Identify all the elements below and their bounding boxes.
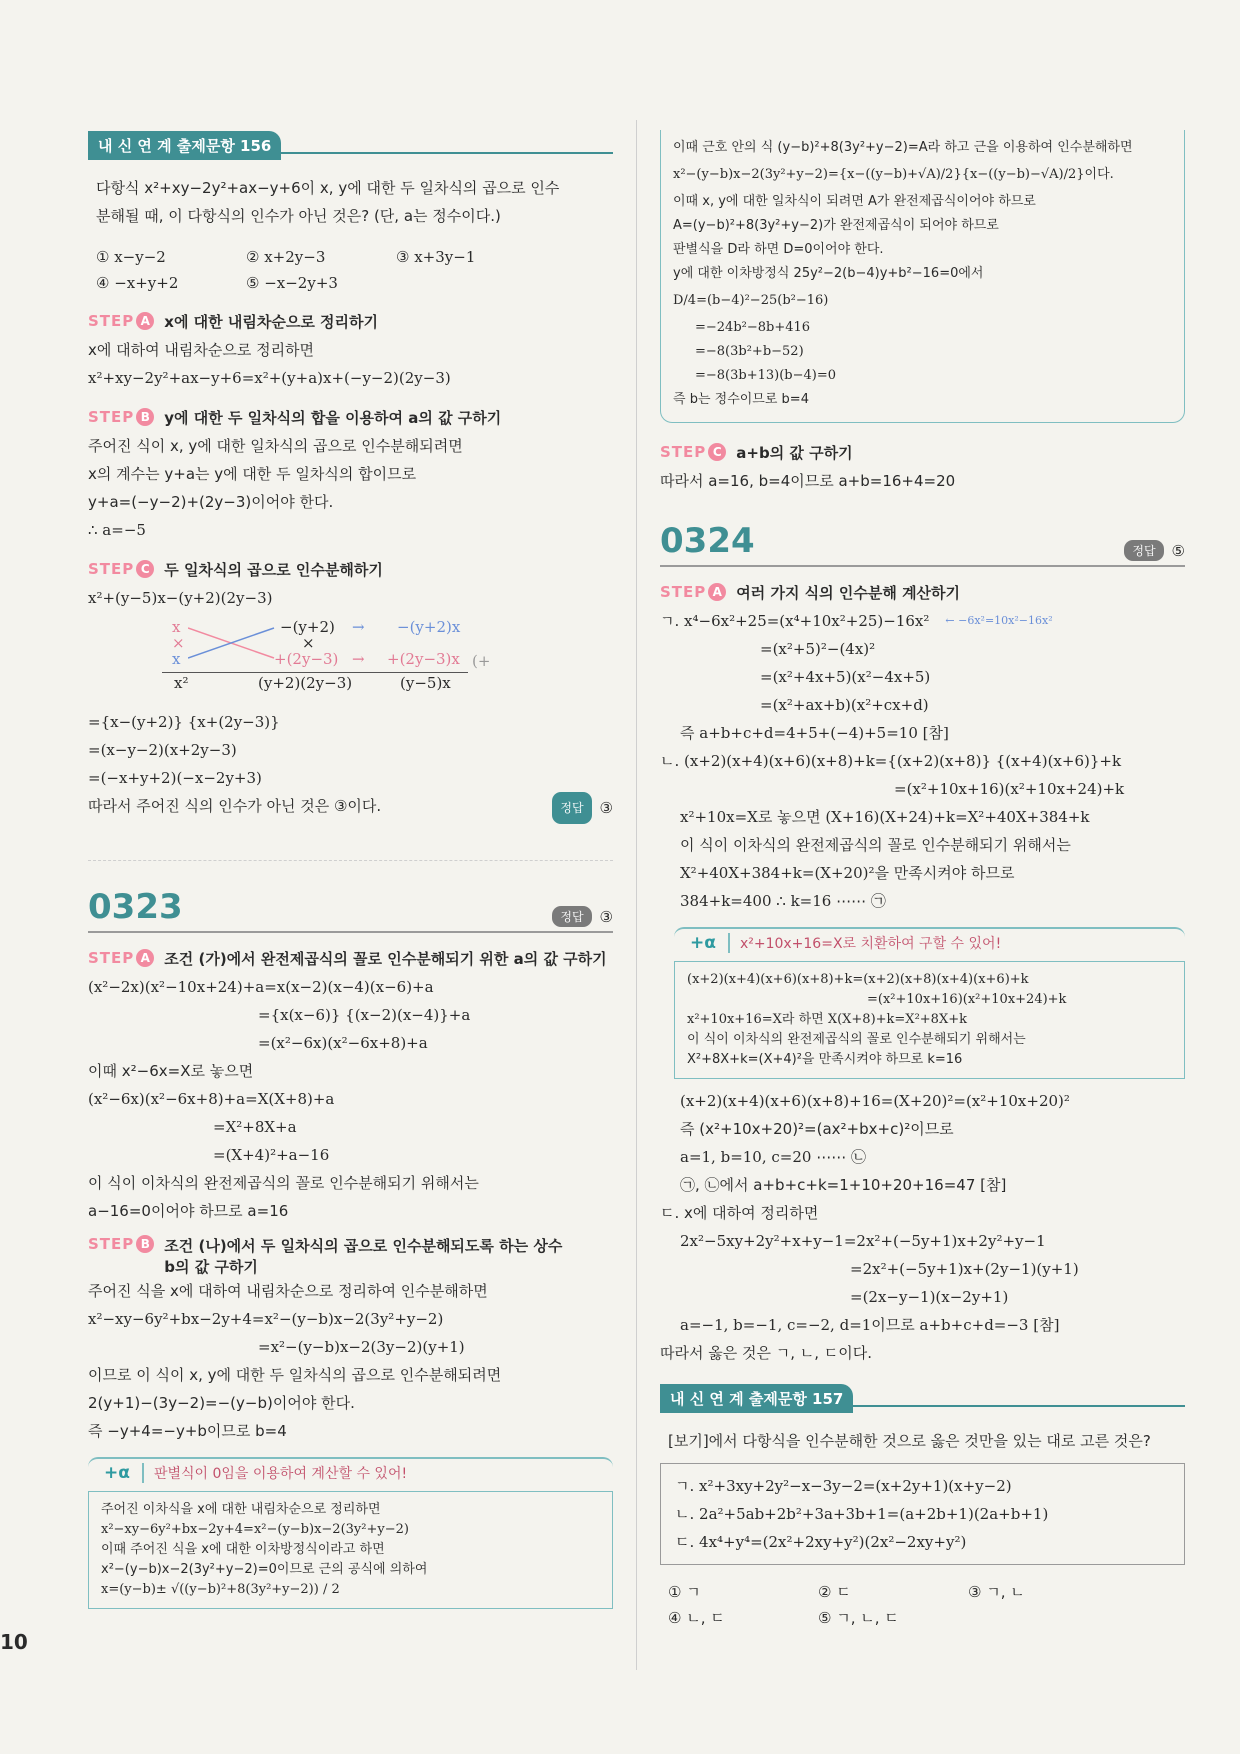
step-title: b의 값 구하기	[164, 1258, 258, 1276]
text-line: x에 대하여 내림차순으로 정리하면	[88, 341, 315, 359]
continued-tip-box: 이때 근호 안의 식 (y−b)²+8(3y²+y−2)=A라 하고 근을 이용하여 인수분해하면 x²−(y−b)x−2(3y²+y−2)={x−((y−b)+√A)/2}{x−((y−b)−√A)/2}이다. 이때 x, y에 대한 일차식이 되려면 A가 완전제곱식이어야 하므로 A=(y−b)²+8(3y²+y−2)가 완전제곱식이 되어야 하므로 판별식을 D라 하면 D=0이어야 한다. y에 대한 이차방정식 25y²−2(b−4)y+b²−16=0에서 D/4=(b−4)²−25(b²−16) =−24b²−8b+416 =−8(3b²+b−52) =−8(3b+13)(b−4)=0 즉 b는 정수이므로 b=4	[660, 130, 1185, 423]
math-line: x²−xy−6y²+bx−2y+4=x²−(y−b)x−2(3y²+y−2)	[88, 1310, 444, 1328]
choice: ① ㄱ	[668, 1583, 701, 1601]
tip-box: (x+2)(x+4)(x+6)(x+8)+k=(x+2)(x+8)(x+4)(x+6)+k =(x²+10x+16)(x²+10x+24)+k x²+10x+16=X라 하면 X(X+8)+k=X²+8X+k 이 식이 이차식의 완전제곱식의 꼴로 인수분해되기 위해서는 X²+8X+k=(X+4)²을 만족시켜야 하므로 k=16	[674, 961, 1185, 1079]
text-line: 2(y+1)−(3y−2)=−(y−b)이어야 한다.	[88, 1394, 355, 1412]
math-line: =X²+8X+a	[213, 1118, 297, 1136]
bogi-box: ㄱ. x²+3xy+2y²−x−3y−2=(x+2y+1)(x+y−2) ㄴ. 2a²+5ab+2b²+3a+3b+1=(a+2b+1)(2a+b+1) ㄷ. 4x⁴+y⁴=(2x²+2xy+y²)(2x²−2xy+y²)	[660, 1463, 1185, 1565]
text-line: 이 식이 이차식의 완전제곱식의 꼴로 인수분해되기 위해서는	[88, 1174, 479, 1192]
choice: ② x+2y−3	[246, 248, 326, 266]
step-a: STEP A 조건 (가)에서 완전제곱식의 꼴로 인수분해되기 위한 a의 값 구하기	[88, 949, 607, 968]
step-c: STEP C 두 일차식의 곱으로 인수분해하기	[88, 560, 383, 579]
step-title: y에 대한 두 일차식의 합을 이용하여 a의 값 구하기	[164, 408, 502, 427]
math-line: (x²−6x)(x²−6x+8)+a=X(X+8)+a	[88, 1090, 335, 1108]
plus-alpha-icon: +α	[690, 933, 716, 953]
step-title: 조건 (나)에서 두 일차식의 곱으로 인수분해되도록 하는 상수	[164, 1237, 563, 1255]
step-a: STEP A x에 대한 내림차순으로 정리하기	[88, 312, 378, 331]
choices	[88, 244, 613, 296]
answer: 정답 ③	[552, 906, 613, 927]
answer: 정답 ③	[552, 792, 613, 824]
exam-tag-bar	[88, 130, 613, 160]
answer: 정답 ⑤	[1124, 540, 1185, 561]
step-c: STEP C a+b의 값 구하기	[660, 443, 853, 462]
step-title: a+b의 값 구하기	[736, 443, 853, 462]
text-line: a−16=0이어야 하므로 a=16	[88, 1202, 289, 1220]
left-column	[88, 130, 613, 1609]
exam-tag-bar	[660, 1383, 1185, 1413]
choice: ④ ㄴ, ㄷ	[668, 1609, 725, 1627]
text-line: 주어진 식이 x, y에 대한 일차식의 곱으로 인수분해되려면	[88, 437, 463, 455]
math-line: =x²−(y−b)x−2(3y−2)(y+1)	[258, 1338, 465, 1356]
exam-tag-156: 내 신 연 계 출제문항 156	[88, 131, 281, 160]
tip-box: 주어진 이차식을 x에 대한 내림차순으로 정리하면 x²−xy−6y²+bx−2y+4=x²−(y−b)x−2(3y²+y−2) 이때 주어진 식을 x에 대한 이차방정식이라고 하면 x²−(y−b)x−2(3y²+y−2)=0이므로 근의 공식에 의하여 x=(y−b)± √((y−b)²+8(3y²+y−2)) / 2	[88, 1491, 613, 1609]
step-title: 두 일차식의 곱으로 인수분해하기	[164, 560, 383, 579]
math-line: (x²−2x)(x²−10x+24)+a=x(x−2)(x−4)(x−6)+a	[88, 978, 434, 996]
math-line: =(x−y−2)(x+2y−3)	[88, 741, 237, 759]
tip-header: +α x²+10x+16=X로 치환하여 구할 수 있어!	[674, 927, 1185, 957]
step-title: x에 대한 내림차순으로 정리하기	[164, 312, 378, 331]
problem-line: [보기]에서 다항식을 인수분해한 것으로 옳은 것만을 있는 대로 고른 것은?	[668, 1432, 1151, 1450]
step-b: STEP B 조건 (나)에서 두 일차식의 곱으로 인수분해되도록 하는 상수 b의 값 구하기	[88, 1235, 563, 1276]
right-column: 이때 근호 안의 식 (y−b)²+8(3y²+y−2)=A라 하고 근을 이용하여 인수분해하면 x²−(y−b)x−2(3y²+y−2)={x−((y−b)+√A)/2}{x−((y−b)−√A)/2}이다. 이때 x, y에 대한 일차식이 되려면 A가 완전제곱식이어야 하므로 A=(y−b)²+8(3y²+y−2)가 완전제곱식이 되어야 하므로 판별식을 D라 하면 D=0이어야 한다. y에 대한 이차방정식 25y²−2(b−4)y+b²−16=0에서 D/4=(b−4)²−25(b²−16) =−24b²−8b+416 =−8(3b²+b−52) =−8(3b+13)(b−4)=0 즉 b는 정수이므로 b=4 STEP C a+b의 값 구하기 따라서 a=16, b=4이므로 a+b=16+4=20 0324 정답 ⑤ STEP A 여러 가지 식의 인수분해 계산하기 ㄱ. x⁴−6x²+25=(x⁴+10x²+25)−16x² ← −6x²=10x²−16x² =(x²+5)²−(4x)² =(x²+4x+5)(x²−4x+5) =(x²+ax+b)(x²+cx+d) 즉 a+b+c+d=4+5+(−4)+5=10 [참] ㄴ. (x+2)(x+4)(x+6)(x+8)+k={(x+2)(x+8)} {(x+4)(x+6)}+k =(x²+10x+16)(x²+10x+24)+k x²+10x=X로 놓으면 (X+16)(X+24)+k=X²+40X+384+k 이 식이 이차식의 완전제곱식의 꼴로 인수분해되기 위해서는 X²+40X+384+k=(X+20)²을 만족시켜야 하므로 384+k=400 ∴ k=16 ⋯⋯ ㉠ +α x²+10x+16=X로 치환하여 구할 수 있어! (x+2)(x+4)(x+6)(x+8)+k=(x+2)(x+8)(x+4)(x+6)+k =(x²+10x+16)(x²+10x+24)+k x²+10x+16=X라 하면 X(X+8)+k=X²+8X+k 이 식이 이차식의 완전제곱식의 꼴로 인수분해되기 위해서는 X²+8X+k=(X+4)²을 만족시켜야 하므로 k=16 (x+2)(x+4)(x+6)(x+8)+16=(X+20)²=(x²+10x+20)² 즉 (x²+10x+20)²=(ax²+bx+c)²이므로 a=1, b=10, c=20 ⋯⋯ ㉡ ㉠, ㉡에서 a+b+c+k=1+10+20+16=47 [참] ㄷ. x에 대하여 정리하면 2x²−5xy+2y²+x+y−1=2x²+(−5y+1)x+2y²+y−1 =2x²+(−5y+1)x+(2y−1)(y+1) =(2x−y−1)(x−2y+1) a=−1, b=−1, c=−2, d=1이므로 a+b+c+d=−3 [참] 따라서 옳은 것은 ㄱ, ㄴ, ㄷ이다. 내 신 연 계 출제문항 157 [보기]에서 다항식을 인수분해한 것으로 옳은 것만을 있는 대로 고른 것은? ㄱ. x²+3xy+2y²−x−3y−2=(x+2y+1)(x+y−2) ㄴ. 2a²+5ab+2b²+3a+3b+1=(a+2b+1)(2a+b+1) ㄷ. 4x⁴+y⁴=(2x²+2xy+y²)(2x²−2xy+y²) ① ㄱ ② ㄷ ③ ㄱ, ㄴ ④ ㄴ, ㄷ ⑤ ㄱ, ㄴ, ㄷ	[660, 130, 1185, 1641]
text-line: 주어진 식을 x에 대하여 내림차순으로 정리하여 인수분해하면	[88, 1282, 488, 1300]
math-line: x²+(y−5)x−(y+2)(2y−3)	[88, 589, 273, 607]
problem-line: 다항식 x²+xy−2y²+ax−y+6이 x, y에 대한 두 일차식의 곱으로 인수	[96, 179, 560, 197]
step-title: 여러 가지 식의 인수분해 계산하기	[736, 583, 961, 602]
plus-alpha-icon: +α	[104, 1463, 130, 1483]
math-line: =(−x+y+2)(−x−2y+3)	[88, 769, 262, 787]
math-line: ∴ a=−5	[88, 521, 146, 539]
cross-arrows	[188, 622, 278, 662]
column-divider	[636, 120, 637, 1670]
problem-header-0323	[88, 887, 613, 933]
problem-line: 분해될 때, 이 다항식의 인수가 아닌 것은? (단, a는 정수이다.)	[96, 207, 501, 225]
choice: ② ㄷ	[818, 1583, 851, 1601]
problem-number: 0323	[88, 887, 183, 927]
math-line: =(X+4)²+a−16	[213, 1146, 330, 1164]
page-number: 10	[0, 1630, 28, 1654]
exam-tag-157: 내 신 연 계 출제문항 157	[660, 1384, 853, 1413]
text-line: x의 계수는 y+a는 y에 대한 두 일차식의 합이므로	[88, 465, 417, 483]
choice: ⑤ −x−2y+3	[246, 274, 338, 292]
text-line: 즉 −y+4=−y+b이므로 b=4	[88, 1422, 287, 1440]
math-line: ={x−(y+2)} {x+(2y−3)}	[88, 713, 280, 731]
step-b: STEP B y에 대한 두 일차식의 합을 이용하여 a의 값 구하기	[88, 408, 502, 427]
annotation: ← −6x²=10x²−16x²	[945, 614, 1053, 627]
conclusion: 따라서 주어진 식의 인수가 아닌 것은 ③이다.	[88, 797, 382, 815]
step-title: 조건 (가)에서 완전제곱식의 꼴로 인수분해되기 위한 a의 값 구하기	[164, 949, 607, 968]
tip-header: +α 판별식이 0임을 이용하여 계산할 수 있어!	[88, 1457, 613, 1487]
problem-header-0324	[660, 521, 1185, 567]
choice: ③ ㄱ, ㄴ	[968, 1583, 1025, 1601]
math-line: =(x²−6x)(x²−6x+8)+a	[258, 1034, 428, 1052]
problem-number: 0324	[660, 521, 755, 561]
text-line: y+a=(−y−2)+(2y−3)이어야 한다.	[88, 493, 334, 511]
math-line: x²+xy−2y²+ax−y+6=x²+(y+a)x+(−y−2)(2y−3)	[88, 369, 451, 387]
choice: ④ −x+y+2	[96, 274, 179, 292]
cross-factor-diagram: x × x −(y+2) × +(2y−3) → → −(y+2)x +(2y−3)x (+ x² (y+2)(2y−3) (y−5)x	[172, 618, 613, 700]
choice: ⑤ ㄱ, ㄴ, ㄷ	[818, 1609, 899, 1627]
text-line: 따라서 a=16, b=4이므로 a+b=16+4=20	[660, 472, 956, 490]
choice: ③ x+3y−1	[396, 248, 476, 266]
math-line: ㄱ. x⁴−6x²+25=(x⁴+10x²+25)−16x²	[660, 612, 930, 630]
text-line: 이때 x²−6x=X로 놓으면	[88, 1062, 254, 1080]
choice: ① x−y−2	[96, 248, 166, 266]
text-line: 이므로 이 식이 x, y에 대한 두 일차식의 곱으로 인수분해되려면	[88, 1366, 502, 1384]
step-a: STEP A 여러 가지 식의 인수분해 계산하기	[660, 583, 961, 602]
choices	[660, 1579, 1185, 1631]
math-line: ={x(x−6)} {(x−2)(x−4)}+a	[258, 1006, 471, 1024]
